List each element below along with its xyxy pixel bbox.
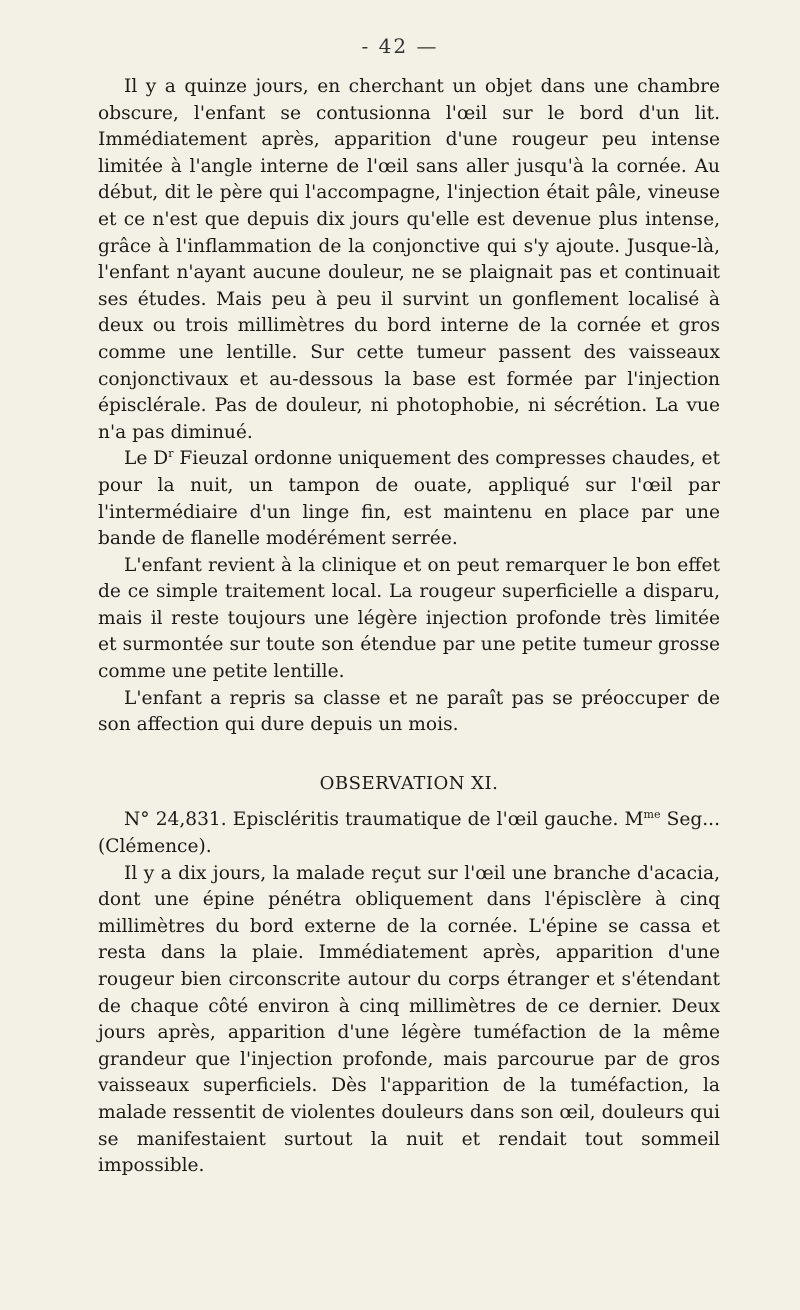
paragraph-4: L'enfant a repris sa classe et ne paraît pas se préoccuper de son affection qui dure depuis un mois. (98, 687, 720, 736)
paragraph-2-prefix: Le D (124, 448, 169, 470)
paragraph-2-rest: Fieuzal ordonne uniquement des compresses chaudes, et pour la nuit, un tampon de ouate, appliqué sur l'œil par l'intermédiaire d'un linge fin, est maintenu en place par une bande de flanelle modérément serrée. (98, 448, 720, 550)
page-number: - 42 — (361, 34, 439, 58)
paragraph-5-prefix: N° 24,831. Episcléritis traumatique de l'œil gauche. M (124, 809, 644, 831)
paragraph-6: Il y a dix jours, la malade reçut sur l'œil une branche d'acacia, dont une épine pénétra obliquement dans l'épisclère à cinq millimètres du bord externe de la cornée. L'épine se cassa et resta dans la plaie. Immédiatement après, apparition d'une rougeur bien circonscrite autour du corps étranger et s'étendant de chaque côté environ à cinq millimètres de ce dernier. Deux jours après, apparition d'une légère tuméfaction de la même grandeur que l'injection profonde, mais parcourue par de gros vaisseaux superficiels. Dès l'apparition de la tuméfaction, la malade ressentit de violentes douleurs dans son œil, douleurs qui se manifestaient surtout la nuit et rendait tout sommeil impossible. (98, 862, 720, 1177)
paragraph-5 (98, 807, 720, 860)
paragraph-3: L'enfant revient à la clinique et on peut remarquer le bon effet de ce simple traitement local. La rougeur superficielle a disparu, mais il reste toujours une légère injection profonde très limitée et surmontée sur toute son étendue par une petite tumeur grosse comme une petite lentille. (98, 554, 720, 683)
paragraph-2-superscript: r (168, 447, 174, 461)
paragraph-5-superscript: me (643, 808, 661, 822)
paragraph-5-rest: Seg... (Clémence). (98, 809, 720, 858)
paragraph-2 (98, 446, 720, 552)
paragraph-1: Il y a quinze jours, en cherchant un objet dans une chambre obscure, l'enfant se contusionna l'œil sur le bord d'un lit. Immédiatement après, apparition d'une rougeur peu intense limitée à l'angle interne de l'œil sans aller jusqu'à la cornée. Au début, dit le père qui l'accompagne, l'injection était pâle, vineuse et ce n'est que depuis dix jours qu'elle est devenue plus intense, grâce à l'inflammation de la conjonctive qui s'y ajoute. Jusque-là, l'enfant n'ayant aucune douleur, ne se plaignait pas et continuait ses études. Mais peu à peu il survint un gonflement localisé à deux ou trois millimètres du bord interne de la cornée et gros comme une lentille. Sur cette tumeur passent des vaisseaux conjonctivaux et au-dessous la base est formée par l'injection épisclérale. Pas de douleur, ni photophobie, ni sécrétion. La vue n'a pas diminué. (98, 76, 720, 443)
body-text (98, 74, 720, 1180)
observation-heading: OBSERVATION XI. (319, 772, 499, 794)
